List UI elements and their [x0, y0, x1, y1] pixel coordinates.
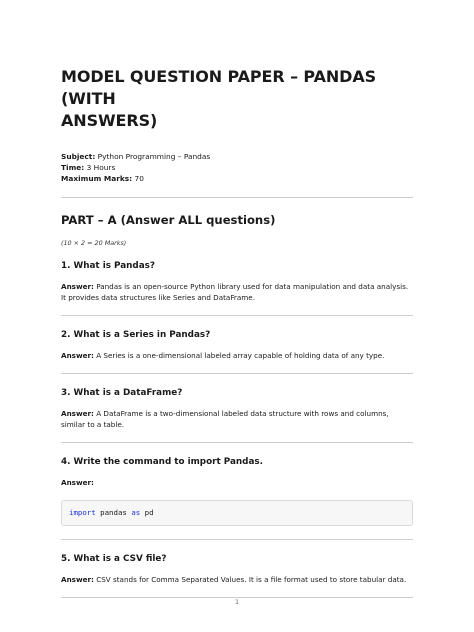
meta-time-label: Time:	[61, 163, 85, 172]
divider	[61, 197, 413, 198]
meta-subject	[61, 151, 413, 162]
meta-subject-value: Python Programming – Pandas	[97, 152, 211, 161]
answer-text: A DataFrame is a two-dimensional labeled data structure with rows and columns, similar to a table.	[61, 409, 389, 429]
answer-label: Answer:	[61, 282, 94, 291]
code-block	[61, 500, 413, 526]
question-2-answer	[61, 350, 413, 361]
title-line-1: MODEL QUESTION PAPER – PANDAS (WITH	[61, 67, 377, 108]
meta-marks-value: 70	[134, 174, 144, 183]
page-number: 1	[234, 598, 240, 606]
question-1-answer	[61, 281, 413, 303]
meta-marks-label: Maximum Marks:	[61, 174, 133, 183]
answer-text: Pandas is an open-source Python library used for data manipulation and data analysis. It provides data structures like Series and DataFrame.	[61, 282, 409, 302]
question-4-title: 4. Write the command to import Pandas.	[61, 457, 263, 467]
question-block-2	[61, 329, 413, 374]
answer-label: Answer:	[61, 575, 94, 584]
marks-note: (10 × 2 = 20 Marks)	[61, 239, 127, 247]
question-block-3	[61, 387, 413, 443]
question-3-title: 3. What is a DataFrame?	[61, 388, 183, 398]
question-block-4	[61, 456, 413, 540]
document-meta	[61, 151, 413, 184]
meta-time	[61, 162, 413, 173]
divider	[61, 373, 413, 374]
part-heading: PART – A (Answer ALL questions)	[61, 213, 276, 227]
answer-label: Answer:	[61, 351, 94, 360]
question-block-5	[61, 553, 413, 598]
title-line-2: ANSWERS)	[61, 111, 158, 130]
code-keyword-as: as	[131, 508, 141, 517]
question-4-answer	[61, 477, 413, 488]
divider	[61, 442, 413, 443]
question-1-title: 1. What is Pandas?	[61, 261, 155, 271]
question-2-title: 2. What is a Series in Pandas?	[61, 330, 211, 340]
document-title	[61, 66, 413, 132]
question-block-1	[61, 260, 413, 316]
answer-label: Answer:	[61, 409, 94, 418]
answer-text: A Series is a one-dimensional labeled array capable of holding data of any type.	[96, 351, 385, 360]
meta-time-value: 3 Hours	[86, 163, 116, 172]
code-module: pandas	[100, 508, 127, 517]
code-alias: pd	[144, 508, 154, 517]
answer-label: Answer:	[61, 478, 94, 487]
meta-marks	[61, 173, 413, 184]
question-5-title: 5. What is a CSV file?	[61, 554, 167, 564]
question-5-answer	[61, 574, 413, 585]
divider	[61, 315, 413, 316]
answer-text: CSV stands for Comma Separated Values. It is a file format used to store tabular data.	[96, 575, 407, 584]
code-keyword-import: import	[69, 508, 96, 517]
question-3-answer	[61, 408, 413, 430]
divider	[61, 539, 413, 540]
meta-subject-label: Subject:	[61, 152, 96, 161]
